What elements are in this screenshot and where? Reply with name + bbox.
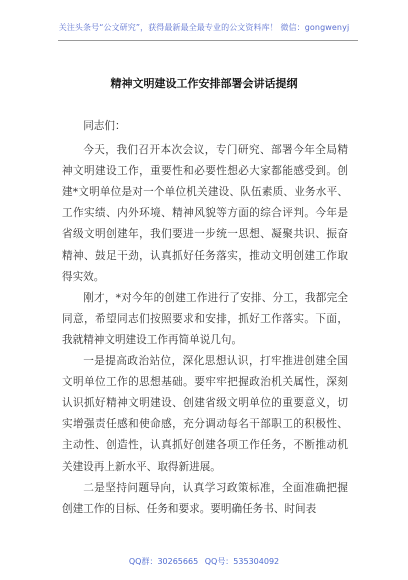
paragraph: 刚才，*对今年的创建工作进行了安排、分工，我都完全同意，希望同志们按照要求和安排，抓好工作落实。下面，我就精神文明建设工作再简单说几句。 [62, 291, 348, 346]
header-divider [58, 40, 358, 41]
footer-qq-group: QQ群：30265665 [128, 557, 199, 566]
footer-qq: QQ号：535304092 [204, 557, 280, 566]
document-title: 精神文明建设工作安排部署会讲话提纲 [110, 77, 298, 90]
header-promo: 关注头条号“公文研究”，获得最新最全最专业的公文资料库！ 微信：gongwenyj [58, 23, 350, 32]
salutation: 同志们： [83, 120, 126, 132]
paragraph: 二是坚持问题导向，认真学习政策标准，全面准确把握创建工作的目标、任务和要求。要明确任务书、时间表 [62, 481, 348, 515]
footer-contact [0, 556, 408, 567]
document-body [62, 116, 348, 520]
paragraph: 今天，我们召开本次会议，专门研究、部署今年全局精神文明建设工作，重要性和必要性想必大家都能感受到。创建*文明单位是对一个单位机关建设、队伍素质、业务水平、工作实绩、内外环境、精神风貌等方面的综合评判。今年是省级文明创建年，我们要进一步统一思想、凝聚共识、振奋精神、鼓足干劲，认真抓好任务落实，推动文明创建工作取得实效。 [62, 144, 348, 283]
paragraph: 一是提高政治站位，深化思想认识，打牢推进创建全国文明单位工作的思想基础。要牢牢把握政治机关属性，深刻认识抓好精神文明建设、创建省级文明单位的重要意义，切实增强责任感和使命感，充分调动每名干部职工的积极性、主动性、创造性，认真抓好创建各项工作任务，不断推动机关建设再上新水平、取得新进展。 [62, 355, 348, 473]
